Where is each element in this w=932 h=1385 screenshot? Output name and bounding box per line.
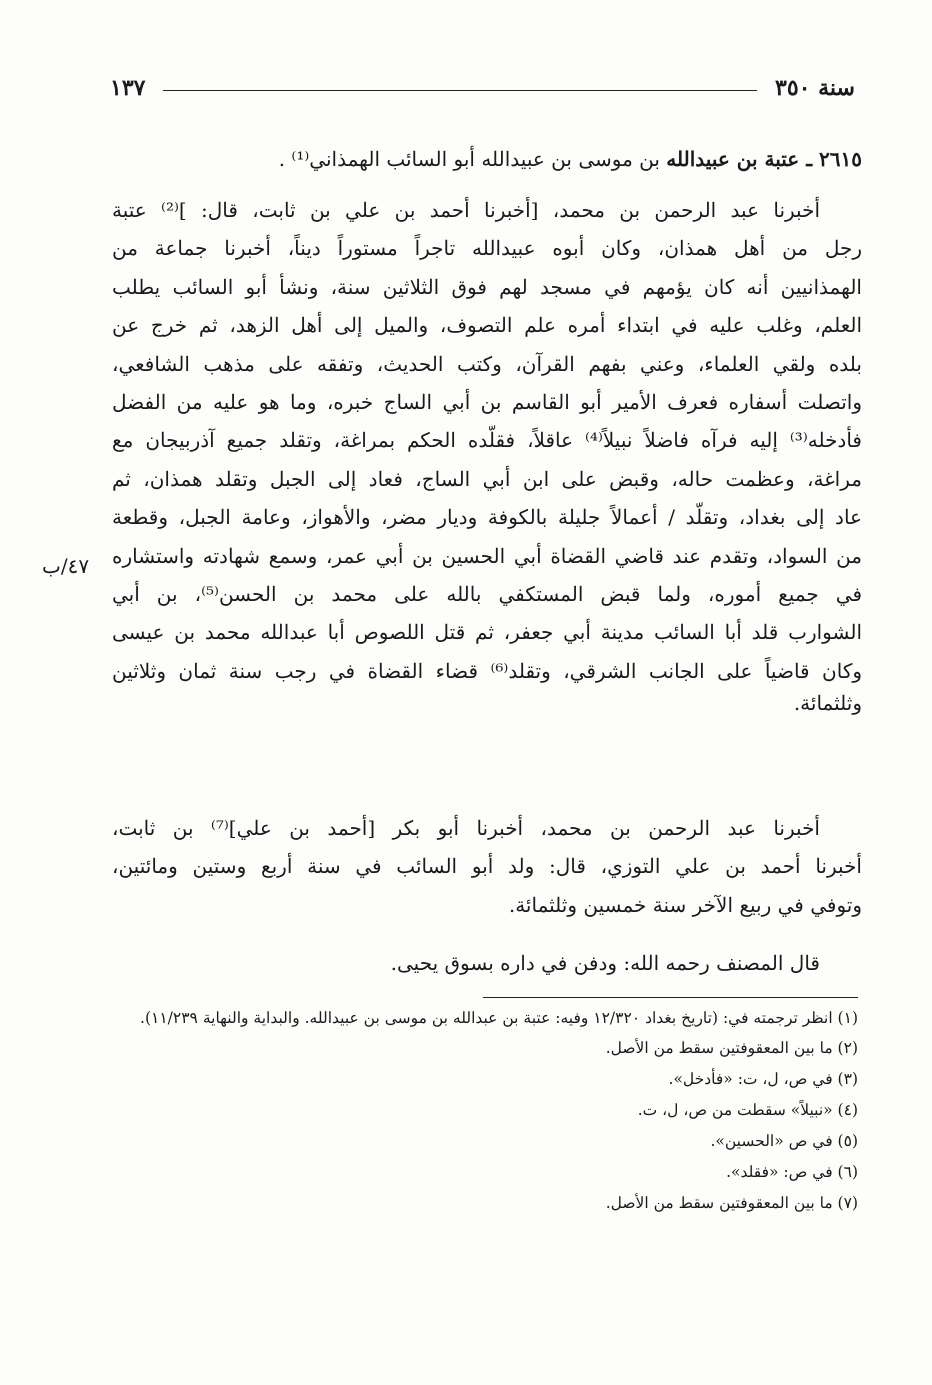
header-rule xyxy=(163,90,757,91)
paragraph-biography xyxy=(112,191,862,716)
text-line: الهمذانيين أنه كان يؤمهم في مسجد لهم فوق الثلاثين سنة، ونشأ أبو السائب يطلب xyxy=(112,274,862,299)
text-line: وتوفي في ربيع الآخر سنة خمسين وثلثمائة. xyxy=(508,892,862,917)
footnote-7: (٧) ما بين المعقوفتين سقط من الأصل. xyxy=(605,1194,858,1212)
entry-heading xyxy=(112,140,862,178)
text-line: بلده ولقي العلماء، وعني بفهم القرآن، وكتب الحديث، وتفقه على مذهب الشافعي، xyxy=(112,351,862,376)
paragraph-burial xyxy=(112,944,862,982)
entry-title-line xyxy=(112,140,862,178)
text-line: وكان قاضياً على الجانب الشرقي، وتقلد⁽⁶⁾ قضاء القضاة في رجب سنة ثمان وثلاثين xyxy=(112,658,862,683)
footnote-3: (٣) في ص، ل، ت: «فأدخل». xyxy=(668,1070,858,1088)
text-line: رجل من أهل همذان، وكان أبوه عبيدالله تاجراً مستوراً ديناً، أخبرنا جماعة من xyxy=(112,236,862,261)
text-line: العلم، وغلب عليه في ابتداء أمره علم التصوف، والميل إلى أهل الزهد، ثم خرج عن xyxy=(112,313,862,338)
text-line: عاد إلى بغداد، وتقلّد / أعمالاً جليلة بالكوفة وديار مضر، والأهواز، وعامة الجبل، وقطعة xyxy=(112,505,862,530)
entry-title-rest: بن موسى بن عبيدالله أبو السائب الهمذاني⁽¹⁾ . xyxy=(278,147,667,171)
text-line: أخبرنا عبد الرحمن بن محمد، أخبرنا أبو بكر [أحمد بن علي]⁽⁷⁾ بن ثابت، xyxy=(112,816,820,840)
footnote-1: (١) انظر ترجمته في: (تاريخ بغداد ١٢/٣٢٠ وفيه: عتبة بن عبدالله بن موسى بن عبيدالله. والبداية والنهاية ١١/٢٣٩). xyxy=(140,1009,858,1027)
text-line: فأدخله⁽³⁾ إليه فرآه فاضلاً نبيلاً⁽⁴⁾ عاقلاً، فقلّده الحكم بمراغة، وتقلد جميع آذربيجان مع xyxy=(112,428,862,453)
page-number: ١٣٧ xyxy=(110,75,146,101)
header-year: سنة ٣٥٠ xyxy=(775,75,855,101)
paragraph-birth-death xyxy=(112,809,862,924)
footnote-6: (٦) في ص: «فقلد». xyxy=(726,1163,858,1181)
footnote-2: (٢) ما بين المعقوفتين سقط من الأصل. xyxy=(605,1039,858,1057)
footnote-5: (٥) في ص «الحسين». xyxy=(710,1132,858,1150)
text-line: قال المصنف رحمه الله: ودفن في داره بسوق يحيى. xyxy=(390,951,820,975)
footnote-separator xyxy=(483,997,858,998)
margin-manuscript-folio: ٤٧/ب xyxy=(42,554,90,578)
text-line: من السواد، وتقدم عند قاضي القضاة أبي الحسين بن أبي عمر، وسمع شهادته واستشاره xyxy=(112,543,862,568)
running-header xyxy=(110,68,855,108)
text-line: في جميع أموره، ولما قبض المستكفي بالله على محمد بن الحسن⁽⁵⁾، بن أبي xyxy=(112,581,862,606)
text-line: أخبرنا عبد الرحمن بن محمد، [أخبرنا أحمد بن علي بن ثابت، قال: ]⁽²⁾ عتبة xyxy=(112,198,820,222)
text-line: أخبرنا أحمد بن علي التوزي، قال: ولد أبو السائب في سنة أربع وستين ومائتين، xyxy=(112,854,862,879)
entry-title: ٢٦١٥ ـ عتبة بن عبيدالله xyxy=(666,147,862,171)
footnote-4: (٤) «نبيلاً» سقطت من ص، ل، ت. xyxy=(637,1101,858,1119)
text-line: مراغة، وعظمت حاله، وقبض على ابن أبي الساج، فعاد إلى الجبل وتقلد همذان، ثم xyxy=(112,466,862,491)
text-line: واتصلت أسفاره فعرف الأمير أبو القاسم بن أبي الساج خبره، وما هو عليه من الفضل xyxy=(112,389,862,414)
footnotes xyxy=(108,1004,858,1219)
text-line: وثلثمائة. xyxy=(793,691,862,716)
text-line: الشوارب قلد أبا السائب مدينة أبي جعفر، ثم قتل اللصوص أبا عبدالله محمد بن عيسى xyxy=(112,620,862,645)
